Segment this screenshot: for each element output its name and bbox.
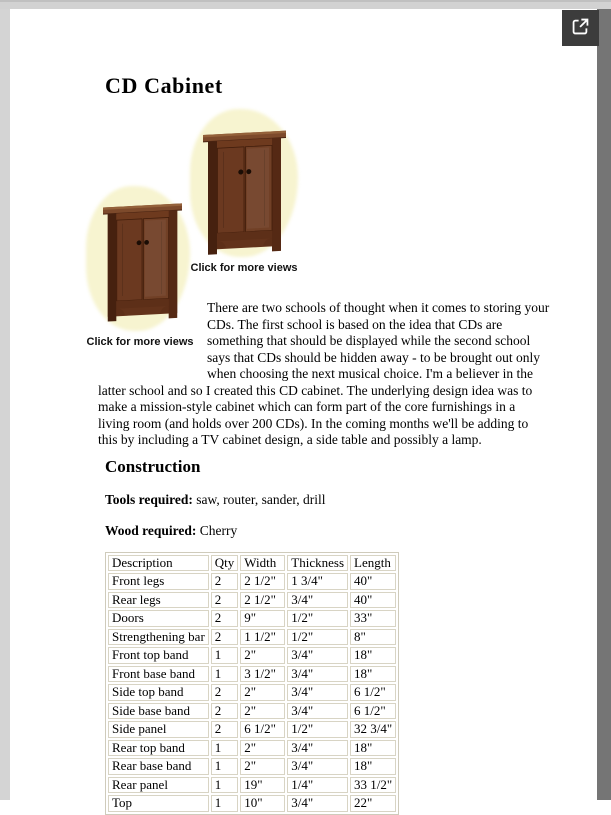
table-row — [108, 721, 396, 738]
column-header-description: Description — [108, 555, 209, 572]
table-cell: 1 — [211, 666, 239, 683]
cabinet-photos — [86, 99, 550, 348]
table-cell: 3/4" — [287, 684, 348, 701]
viewer-left-edge — [0, 9, 10, 800]
table-cell: 6 1/2" — [350, 684, 396, 701]
table-cell: 2" — [240, 703, 285, 720]
table-cell: Front base band — [108, 666, 209, 683]
table-cell: Side panel — [108, 721, 209, 738]
tools-required-line — [105, 492, 550, 508]
table-row — [108, 629, 396, 646]
table-cell: Rear panel — [108, 777, 209, 794]
table-cell: 19" — [240, 777, 285, 794]
table-cell: 3/4" — [287, 795, 348, 812]
table-cell: Strengthening bar — [108, 629, 209, 646]
table-cell: 2 1/2" — [240, 573, 285, 590]
column-header-width: Width — [240, 555, 285, 572]
table-cell: 2 — [211, 703, 239, 720]
table-cell: Rear legs — [108, 592, 209, 609]
table-row — [108, 573, 396, 590]
text-wrap-spacer — [98, 300, 207, 368]
table-cell: 1 — [211, 647, 239, 664]
parts-table — [105, 552, 399, 815]
table-cell: Front legs — [108, 573, 209, 590]
table-row — [108, 703, 396, 720]
table-cell: Doors — [108, 610, 209, 627]
photo-caption[interactable]: Click for more views — [190, 262, 298, 274]
table-cell: 1/2" — [287, 721, 348, 738]
table-cell: 40" — [350, 592, 396, 609]
column-header-length: Length — [350, 555, 396, 572]
cd-cabinet-photo-1 — [203, 119, 286, 257]
table-cell: 3/4" — [287, 740, 348, 757]
intro-paragraph: There are two schools of thought when it comes to storing your CDs. The first school is based on the idea that CDs are something that should be displayed while the second school says that CDs should be hidden away - to be brought out only when choosing the next musical choice. I'm a believer in the latter school and so I created this CD cabinet. The underlying design idea was to make a mission-style cabinet which can form part of the core furnishings in a living room (and holds over 200 CDs). In the coming months we'll be adding to this by including a TV cabinet design, a side table and possibly a lamp. — [98, 300, 550, 447]
table-row — [108, 758, 396, 775]
table-cell: 18" — [350, 647, 396, 664]
table-cell: 2 1/2" — [240, 592, 285, 609]
table-cell: 18" — [350, 740, 396, 757]
table-cell: 1 — [211, 795, 239, 812]
table-cell: 2 — [211, 610, 239, 627]
table-cell: Top — [108, 795, 209, 812]
table-cell: 22" — [350, 795, 396, 812]
table-cell: Rear base band — [108, 758, 209, 775]
table-cell: 1/4" — [287, 777, 348, 794]
table-row — [108, 777, 396, 794]
viewer-top-edge — [0, 0, 611, 9]
table-cell: 2" — [240, 647, 285, 664]
document-page — [10, 9, 597, 810]
table-cell: 1/2" — [287, 629, 348, 646]
table-cell: 8" — [350, 629, 396, 646]
wood-required-label: Wood required: — [105, 522, 197, 538]
viewer-right-edge — [597, 9, 611, 800]
photo-caption[interactable]: Click for more views — [86, 336, 194, 348]
table-cell: 33 1/2" — [350, 777, 396, 794]
table-cell: 2" — [240, 758, 285, 775]
page-title: CD Cabinet — [105, 73, 223, 98]
table-cell: 6 1/2" — [240, 721, 285, 738]
table-cell: 3/4" — [287, 758, 348, 775]
table-cell: 18" — [350, 666, 396, 683]
table-row — [108, 666, 396, 683]
table-row — [108, 684, 396, 701]
table-cell: 9" — [240, 610, 285, 627]
table-cell: 3/4" — [287, 703, 348, 720]
table-cell: 3/4" — [287, 592, 348, 609]
wood-required-value: Cherry — [199, 522, 238, 538]
table-cell: Front top band — [108, 647, 209, 664]
table-cell: 1 3/4" — [287, 573, 348, 590]
tools-required-label: Tools required: — [105, 491, 193, 507]
table-cell: 33" — [350, 610, 396, 627]
table-cell: 1 — [211, 758, 239, 775]
table-cell: Rear top band — [108, 740, 209, 757]
intro-section — [98, 300, 550, 449]
column-header-thickness: Thickness — [287, 555, 348, 572]
table-row — [108, 647, 396, 664]
tools-required-value: saw, router, sander, drill — [196, 491, 326, 507]
table-cell: 2 — [211, 721, 239, 738]
table-cell: 2 — [211, 684, 239, 701]
table-cell: 10" — [240, 795, 285, 812]
wood-required-line — [105, 523, 550, 539]
table-row — [108, 610, 396, 627]
table-cell: 3/4" — [287, 647, 348, 664]
table-cell: 1 — [211, 777, 239, 794]
table-cell: 6 1/2" — [350, 703, 396, 720]
table-row — [108, 592, 396, 609]
column-header-qty: Qty — [211, 555, 239, 572]
table-row — [108, 795, 396, 812]
table-cell: 2" — [240, 740, 285, 757]
table-cell: 3/4" — [287, 666, 348, 683]
table-cell: 1 — [211, 740, 239, 757]
table-cell: Side base band — [108, 703, 209, 720]
table-cell: 3 1/2" — [240, 666, 285, 683]
table-cell: 18" — [350, 758, 396, 775]
open-in-new-window-button[interactable] — [562, 10, 599, 46]
table-cell: 1/2" — [287, 610, 348, 627]
table-cell: 2 — [211, 592, 239, 609]
table-header-row — [108, 555, 396, 572]
table-cell: 40" — [350, 573, 396, 590]
open-in-new-icon — [570, 16, 591, 40]
table-cell: 2" — [240, 684, 285, 701]
table-cell: 2 — [211, 573, 239, 590]
table-cell: 32 3/4" — [350, 721, 396, 738]
table-cell: 1 1/2" — [240, 629, 285, 646]
table-cell: Side top band — [108, 684, 209, 701]
table-cell: 2 — [211, 629, 239, 646]
construction-heading: Construction — [105, 456, 201, 476]
table-row — [108, 740, 396, 757]
